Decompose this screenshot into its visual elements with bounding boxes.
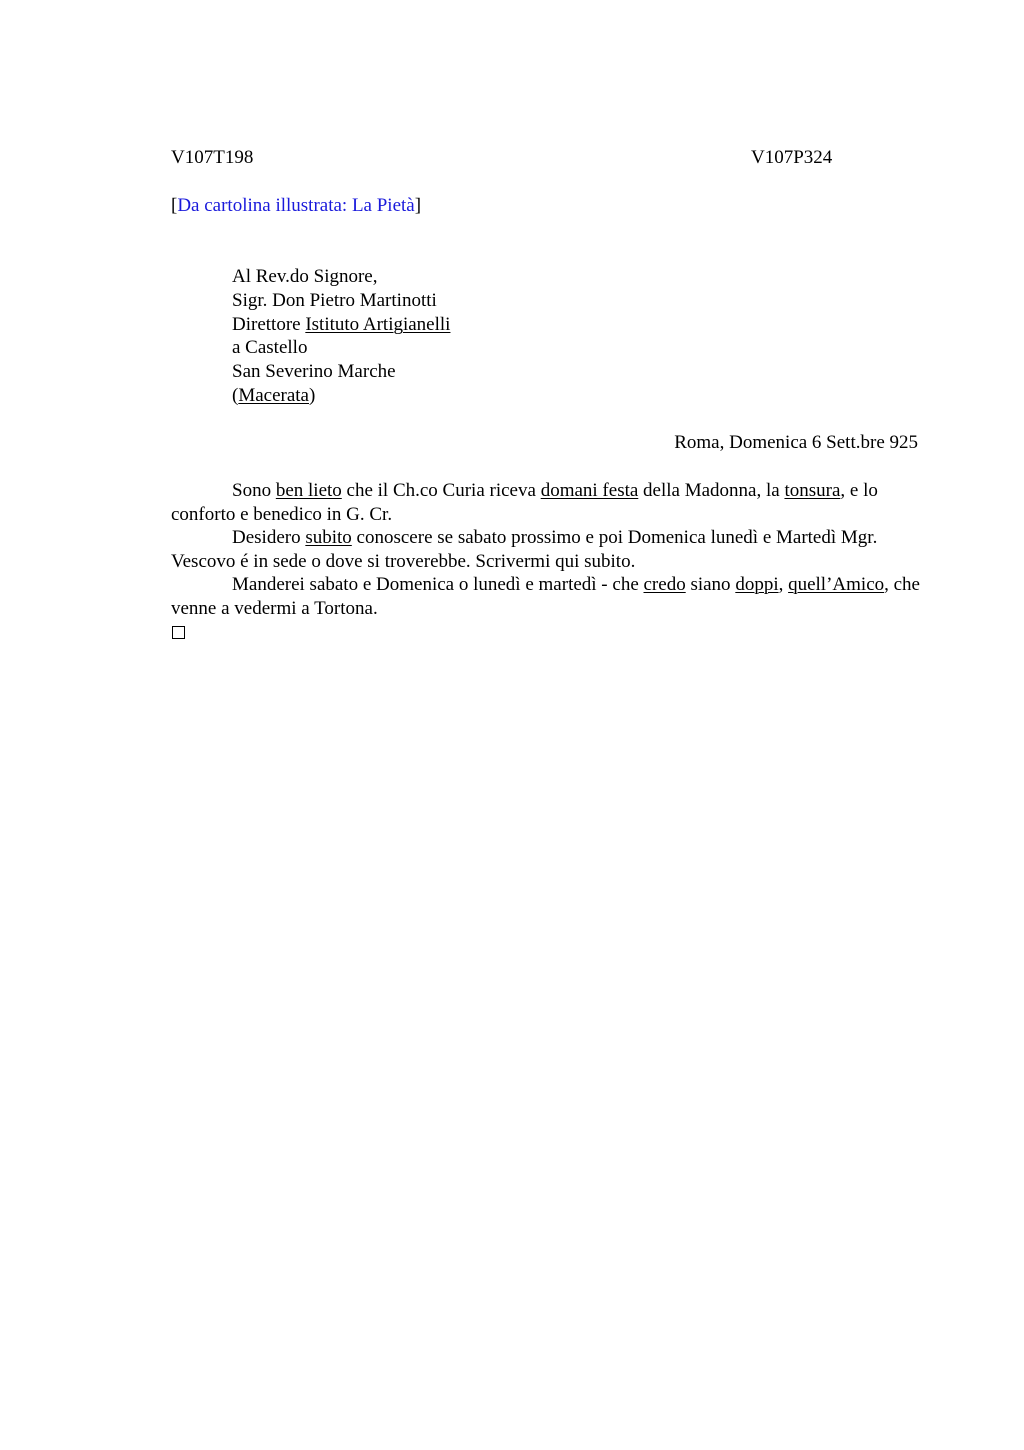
address-line-3-prefix: Direttore — [232, 314, 306, 335]
p2-text-2: conoscere se sabato prossimo e poi Domenica lunedì e Martedì Mgr. Vescovo é in sede o dove si troverebbe. Scrivermi qui subito. — [171, 527, 878, 572]
p2-underlined-1: subito — [305, 527, 352, 548]
p1-underlined-2: domani festa — [540, 480, 639, 501]
p1-underlined-3: tonsura — [784, 480, 841, 501]
address-province: Macerata — [238, 385, 309, 406]
p1-text-3: della Madonna, la — [638, 480, 785, 501]
note-text: Da cartolina illustrata: La Pietà — [177, 195, 415, 216]
p3-text-1: Manderei sabato e Domenica o lunedì e martedì - che — [232, 574, 644, 595]
address-line-5: San Severino Marche — [232, 361, 396, 382]
p3-text-3: , — [778, 574, 789, 595]
address-line-4: a Castello — [232, 337, 308, 358]
document-code-right: V107P324 — [751, 147, 833, 168]
address-line-6-close: ) — [309, 385, 316, 406]
empty-square-icon — [172, 626, 185, 639]
p1-underlined-1: ben lieto — [275, 480, 342, 501]
p3-underlined-2: doppi — [735, 574, 779, 595]
address-institute: Istituto Artigianelli — [305, 314, 451, 335]
p1-text-2: che il Ch.co Curia riceva — [341, 480, 541, 501]
address-line-6 — [232, 384, 315, 408]
address-line-6-open: ( — [232, 385, 239, 406]
p3-text-4: , che venne a vedermi a Tortona. — [171, 574, 920, 619]
document-code-left: V107T198 — [171, 147, 254, 168]
p1-text-4: , e lo conforto e benedico in G. Cr. — [171, 480, 878, 525]
address-line-2: Sigr. Don Pietro Martinotti — [232, 290, 437, 311]
p3-text-2: siano — [685, 574, 736, 595]
editorial-note — [171, 194, 421, 218]
p2-text-1: Desidero — [232, 527, 306, 548]
dateline: Roma, Domenica 6 Sett.bre 925 — [674, 432, 918, 453]
body-paragraph-2 — [171, 526, 931, 573]
body-paragraph-1 — [171, 479, 931, 526]
address-line-1: Al Rev.do Signore, — [232, 266, 378, 287]
body-paragraph-3 — [171, 573, 931, 620]
note-open-bracket: [ — [171, 195, 178, 216]
p1-text-1: Sono — [232, 480, 276, 501]
note-close-bracket: ] — [414, 195, 422, 216]
p3-underlined-3: quell’Amico — [788, 574, 885, 595]
p3-underlined-1: credo — [643, 574, 686, 595]
address-line-3 — [232, 313, 450, 337]
